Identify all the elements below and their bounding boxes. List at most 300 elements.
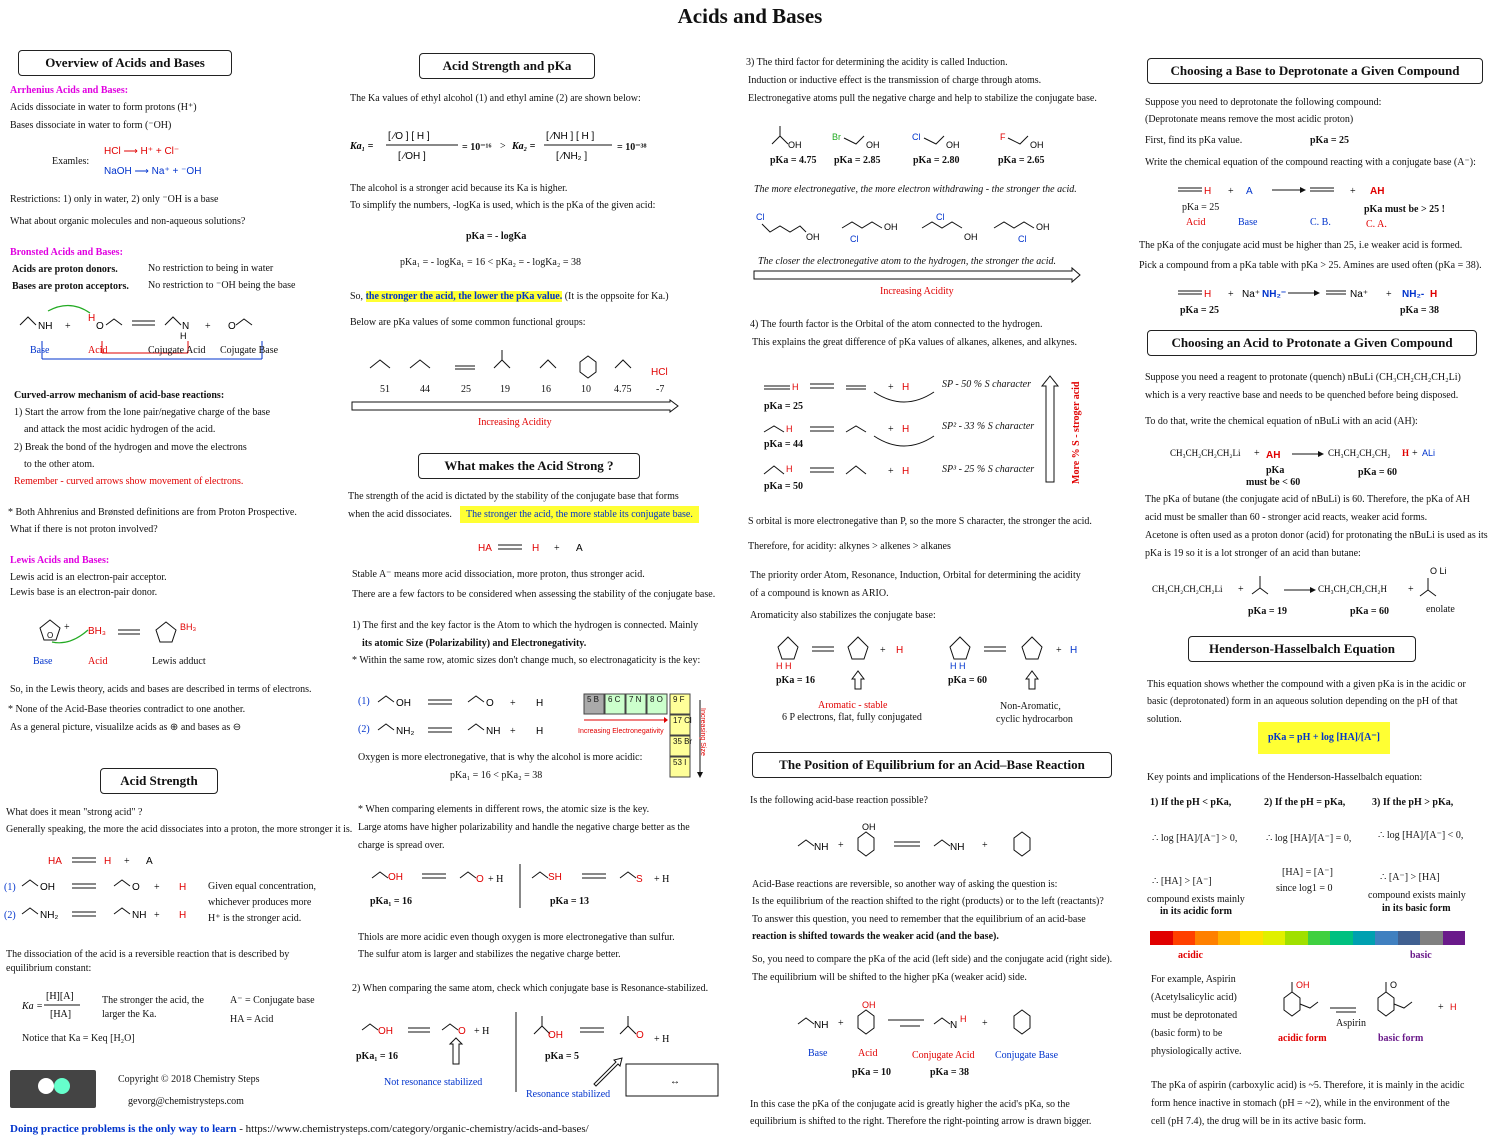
- svg-text:+: +: [982, 1018, 988, 1029]
- acetone-pka-19: pKa = 19: [1248, 606, 1288, 617]
- induction-pka-3: pKa = 2.80: [913, 155, 960, 166]
- svg-text:OH: OH: [806, 232, 820, 242]
- strength-dictated: The strength of the acid is dictated by the stability of the conjugate base that forms: [348, 491, 679, 502]
- aspirin-acidic-form: acidic form: [1278, 1033, 1327, 1044]
- svg-text:H H: H H: [776, 661, 792, 671]
- aspirin-2: (Acetylsalicylic acid): [1151, 992, 1237, 1003]
- bronsted-bases: Bases are proton acceptors.: [12, 281, 129, 292]
- oxygen-note: Oxygen is more electronegative, that is why the alcohol is more acidic:: [358, 752, 643, 763]
- svg-text:+ H: + H: [654, 1034, 670, 1045]
- find-pka-value: pKa = 25: [1310, 135, 1350, 146]
- orbital-pka-25: pKa = 25: [764, 401, 804, 412]
- svg-text:+: +: [838, 1018, 844, 1029]
- ph-scale-segment: [1330, 931, 1353, 945]
- oxygen-pka-compare: pKa₁ = 16 < pKa₂ = 38: [450, 770, 543, 781]
- factor-4a: 4) The fourth factor is the Orbital of the atom connected to the hydrogen.: [750, 319, 1043, 330]
- svg-text:ALi: ALi: [1422, 448, 1436, 458]
- protonate-reason: which is a very reactive base and needs to be quenched before being disposed.: [1145, 390, 1459, 401]
- svg-text:H: H: [792, 382, 799, 392]
- svg-text:↔: ↔: [670, 1076, 680, 1087]
- key-2-ratio: [HA] = [A⁻]: [1282, 867, 1333, 878]
- ph-scale-segment: [1443, 931, 1466, 945]
- svg-text:H H: H H: [950, 661, 966, 671]
- svg-text:H: H: [88, 313, 96, 324]
- svg-text:BH₃: BH₃: [180, 622, 197, 632]
- curved-step-2: 2) Break the bond of the hydrogen and move the electrons: [14, 442, 247, 453]
- so-pre: So,: [350, 291, 366, 302]
- acetone-pka-note: pKa is 19 so it is a lot stronger of an acid than butane:: [1145, 548, 1361, 559]
- butane-pka-note: The pKa of butane (the conjugate acid of nBuLi) is 60. Therefore, the pKa of AH: [1145, 494, 1470, 505]
- curved-arrow-heading: Curved-arrow mechanism of acid-base reactions:: [14, 390, 225, 401]
- svg-text:+: +: [1254, 448, 1260, 459]
- section-choosing-acid: Choosing an Acid to Protonate a Given Compound: [1147, 330, 1477, 356]
- enolate-label: enolate: [1426, 604, 1455, 615]
- svg-text:Ka₂ =: Ka₂ =: [512, 141, 536, 152]
- svg-text:H: H: [179, 910, 187, 921]
- svg-text:O: O: [636, 1030, 644, 1041]
- svg-text:O: O: [96, 321, 104, 332]
- key-3-desc: compound exists mainly: [1368, 890, 1466, 901]
- arrhenius-heading: Arrhenius Acids and Bases:: [10, 85, 129, 96]
- ka-note-1: The stronger the acid, the: [102, 995, 204, 1006]
- svg-text:+: +: [1228, 289, 1234, 300]
- svg-text:OH: OH: [866, 140, 880, 150]
- key-3-desc-2: in its basic form: [1382, 903, 1451, 914]
- ph-scale-segment: [1353, 931, 1376, 945]
- svg-text:[ ⁄OH ]: [ ⁄OH ]: [398, 151, 426, 162]
- cb-ca-label: C. A.: [1366, 219, 1387, 230]
- acidic-scale-label: acidic: [1178, 950, 1203, 961]
- equilibrium-reaction-2: [794, 998, 1054, 1044]
- amide-pka-25: pKa = 25: [1180, 305, 1220, 316]
- key-points: Key points and implications of the Henderson-Hasselbalch equation:: [1147, 772, 1423, 783]
- section-choosing-base: Choosing a Base to Deprotonate a Given Compound: [1147, 58, 1483, 84]
- svg-text:[ ⁄NH ] [ H ]: [ ⁄NH ] [ H ]: [546, 131, 595, 142]
- ca-pka-label: pKa: [1266, 465, 1285, 476]
- svg-text:(2): (2): [4, 910, 16, 921]
- svg-text:H: H: [902, 424, 910, 435]
- aromatic-pka-60: pKa = 60: [948, 675, 988, 686]
- lewis-heading: Lewis Acids and Bases:: [10, 555, 110, 566]
- ka-acid: HA = Acid: [230, 1014, 274, 1025]
- svg-text:+: +: [154, 910, 160, 921]
- aromaticity-reactions: [774, 633, 1094, 693]
- svg-text:+: +: [982, 840, 988, 851]
- svg-text:O: O: [132, 882, 140, 893]
- aspirin-pka-3: cell (pH 7.4), the drug will be in its active basic form.: [1151, 1116, 1366, 1127]
- svg-text:OH: OH: [388, 872, 403, 883]
- svg-text:H: H: [902, 466, 910, 477]
- pka-19: 19: [500, 384, 510, 395]
- pka-definition: pKa = - logKa: [466, 231, 527, 242]
- aspirin-1: For example, Aspirin: [1151, 974, 1236, 985]
- svg-text:(1): (1): [4, 882, 16, 893]
- smaller-than-60: acid must be smaller than 60 - stronger acid reacts, weaker acid forms.: [1145, 512, 1428, 523]
- svg-text:HA: HA: [478, 543, 492, 554]
- svg-text:+: +: [205, 321, 211, 332]
- svg-text:[ ⁄NH₂ ]: [ ⁄NH₂ ]: [556, 151, 588, 162]
- ph-scale-segment: [1375, 931, 1398, 945]
- ario-1: The priority order Atom, Resonance, Induction, Orbital for determining the acidity: [750, 570, 1081, 581]
- induction-pka-1: pKa = 4.75: [770, 155, 817, 166]
- svg-text:+ H: + H: [654, 874, 670, 885]
- find-pka: First, find its pKa value.: [1145, 135, 1243, 146]
- acidity-order: Therefore, for acidity: alkynes > alkenes > alkanes: [748, 541, 951, 552]
- svg-text:[H][A]: [H][A]: [46, 991, 74, 1002]
- svg-text:Br: Br: [832, 132, 841, 142]
- svg-text:+: +: [1350, 186, 1356, 197]
- svg-text:+: +: [64, 622, 70, 633]
- svg-text:H: H: [786, 464, 793, 474]
- so-statement: [350, 288, 669, 305]
- ka2-value: = 10⁻³⁸: [617, 142, 647, 153]
- given-conc-1: Given equal concentration,: [208, 881, 317, 892]
- footer-url[interactable]: - https://www.chemistrysteps.com/category/organic-chemistry/acids-and-bases/: [236, 1123, 589, 1135]
- induction-increasing: Increasing Acidity: [880, 286, 954, 297]
- svg-text:+: +: [838, 840, 844, 851]
- notice-keq: Notice that Ka = Keq [H₂O]: [22, 1033, 135, 1044]
- aspirin-3: must be deprotonated: [1151, 1010, 1238, 1021]
- svg-text:Ka₁ =: Ka₁ =: [350, 141, 374, 152]
- hcl-label: HCl: [651, 367, 668, 378]
- svg-text:CH₃CH₂CH₂CH₂H: CH₃CH₂CH₂CH₂H: [1318, 584, 1388, 594]
- example-hcl: HCl ⟶ H⁺ + Cl⁻: [104, 146, 180, 157]
- chloro-chain-structures: [754, 206, 1064, 246]
- svg-text:Cl: Cl: [1018, 234, 1027, 244]
- pt-br: 35 Br: [673, 737, 693, 746]
- visualize-note: As a general picture, visualilze acids as ⊕ and bases as ⊖: [10, 722, 242, 733]
- svg-text:H: H: [180, 331, 187, 341]
- ka-expression: [20, 985, 100, 1025]
- equilibrium-text-2: Is the equilibrium of the reaction shifted to the right (products) or to the left (reactants)?: [752, 896, 1104, 907]
- lewis-summary: So, in the Lewis theory, acids and bases are described in terms of electrons.: [10, 684, 312, 695]
- ph-color-scale: [1150, 931, 1465, 945]
- key-3-log: ∴ log [HA]/[A⁻] < 0,: [1378, 830, 1464, 841]
- examples-label: Examles:: [52, 156, 90, 167]
- key-3: 3) If the pH > pKa,: [1372, 797, 1454, 808]
- svg-text:+: +: [154, 882, 160, 893]
- svg-text:+: +: [1412, 448, 1418, 459]
- key-3-ratio: ∴ [A⁻] > [HA]: [1380, 872, 1440, 883]
- alcohol-amine-reactions: [358, 690, 578, 740]
- theories-note: * None of the Acid-Base theories contradict to one another.: [8, 704, 246, 715]
- svg-text:NH: NH: [950, 842, 965, 853]
- remember-note: Remember - curved arrows show movement of electrons.: [14, 476, 244, 487]
- orbital-sp: SP - 50 % S character: [942, 379, 1031, 390]
- svg-text:Ka =: Ka =: [22, 1001, 43, 1012]
- bronsted-note-1: No restriction to being in water: [148, 263, 274, 274]
- induction-note: The more electronegative, the more electron withdrawing - the stronger the acid.: [754, 184, 1077, 195]
- resonance-label: Resonance stabilized: [526, 1089, 611, 1100]
- ph-scale-segment: [1240, 931, 1263, 945]
- basic-scale-label: basic: [1410, 950, 1432, 961]
- svg-text:+: +: [65, 321, 71, 332]
- ph-scale-segment: [1195, 931, 1218, 945]
- hh-intro-1: This equation shows whether the compound with a given pKa is in the acidic or: [1147, 679, 1466, 690]
- deprotonate-def: (Deprotonate means remove the most acidic proton): [1145, 114, 1354, 125]
- lewis-acid-def: Lewis acid is an electron-pair acceptor.: [10, 572, 167, 583]
- svg-text:A: A: [1246, 186, 1253, 197]
- equilibrium-text-6: The equilibrium will be shifted to the higher pKa (weaker acid) side.: [752, 972, 1027, 983]
- curved-step-1: 1) Start the arrow from the lone pair/negative charge of the base: [14, 407, 271, 418]
- pt-cl: 17 Cl: [673, 716, 692, 725]
- svg-text:OH: OH: [1030, 140, 1044, 150]
- svg-text:N: N: [182, 321, 190, 332]
- equilibrium-text-1: Acid-Base reactions are reversible, so another way of asking the question is:: [752, 879, 1058, 890]
- svg-text:+: +: [1408, 584, 1414, 595]
- svg-text:+: +: [1238, 584, 1244, 595]
- aromatic-stable: Aromatic - stable: [818, 700, 888, 711]
- pka-comparison: pKa₁ = - logKa₁ = 16 < pKa₂ = - logKa₂ = 38: [400, 257, 582, 268]
- svg-text:H: H: [1402, 448, 1410, 458]
- ka-conjugate-base: A⁻ = Conjugate base: [230, 995, 315, 1006]
- svg-text:NH: NH: [814, 842, 829, 853]
- pka-5-res: pKa = 5: [545, 1051, 580, 1062]
- svg-text:NH₂: NH₂: [40, 910, 59, 921]
- bronsted-heading: Bronsted Acids and Bases:: [10, 247, 123, 258]
- arrhenius-line-2: Bases dissociate in water to form (⁻OH): [10, 120, 172, 131]
- stable-a-minus: Stable A⁻ means more acid dissociation, more proton, thus stronger acid.: [352, 569, 645, 580]
- svg-text:Na⁺: Na⁺: [1242, 289, 1261, 300]
- given-conc-2: whichever produces more: [208, 897, 312, 908]
- alcohol-stronger: The alcohol is a stronger acid because its Ka is higher.: [350, 183, 568, 194]
- section-acid-strength: Acid Strength: [100, 768, 218, 794]
- aspirin-5: physiologically active.: [1151, 1046, 1242, 1057]
- factor-4b: This explains the great difference of pKa values of alkanes, alkenes, and alkynes.: [752, 337, 1077, 348]
- svg-text:O: O: [458, 1026, 466, 1037]
- s-orbital-note: S orbital is more electronegative than P, so the more S character, the stronger the acid.: [748, 516, 1092, 527]
- write-equation: Write the chemical equation of the compound reacting with a conjugate base (A⁻):: [1145, 157, 1476, 168]
- ha-dissociation: [476, 537, 596, 557]
- equilibrium-reaction-1: [794, 820, 1054, 864]
- svg-text:+: +: [888, 382, 894, 393]
- label-conjugate-acid: Cojugate Acid: [148, 345, 206, 356]
- svg-text:OH: OH: [396, 698, 411, 709]
- label-base: Base: [30, 345, 50, 356]
- svg-text:H: H: [960, 1014, 967, 1024]
- svg-text:AH: AH: [1266, 450, 1281, 461]
- svg-text:H: H: [532, 543, 540, 554]
- increasing-size-label: Increasing Size: [699, 708, 706, 756]
- factor-3b: Induction or inductive effect is the transmission of charge through atoms.: [748, 75, 1042, 86]
- acetone-reaction: [1152, 560, 1452, 604]
- closer-note: The closer the electronegative atom to the hydrogen, the stronger the acid.: [758, 256, 1056, 267]
- equilibrium-conclusion-2: equilibrium is shifted to the right. Therefore the right-pointing arrow is drawn bigger.: [750, 1116, 1092, 1127]
- pka-25: 25: [461, 384, 471, 395]
- eq-pka-10: pKa = 10: [852, 1067, 892, 1078]
- svg-text:CH₃CH₂CH₂CH₂: CH₃CH₂CH₂CH₂: [1328, 448, 1391, 458]
- pt-c: 6 C: [608, 695, 621, 704]
- svg-text:H: H: [1204, 186, 1212, 197]
- svg-text:NH₂-: NH₂-: [1402, 289, 1425, 300]
- equilibrium-question: Is the following acid-base reaction possible?: [750, 795, 928, 806]
- lewis-base-label: Base: [33, 656, 53, 667]
- chemistry-steps-logo: [10, 1070, 96, 1108]
- increasing-acidity-label: Increasing Acidity: [478, 417, 552, 428]
- aspirin-structures: [1270, 978, 1470, 1028]
- svg-text:SH: SH: [548, 872, 562, 883]
- strong-acid-question: What does it mean "strong acid" ?: [6, 807, 143, 818]
- svg-text:O Li: O Li: [1430, 566, 1447, 576]
- key-1-ratio: ∴ [HA] > [A⁻]: [1152, 876, 1212, 887]
- svg-text:O: O: [228, 321, 236, 332]
- svg-text:OH: OH: [862, 822, 876, 832]
- induction-pka-4: pKa = 2.65: [998, 155, 1045, 166]
- svg-text:OH: OH: [964, 232, 978, 242]
- svg-text:H: H: [1204, 289, 1212, 300]
- more-s-label: More % S - stroger acid: [1071, 381, 1082, 484]
- svg-text:H: H: [536, 698, 544, 709]
- hh-equation: pKa = pH + log [HA]/[A⁻]: [1258, 722, 1390, 754]
- stable-conjugate-highlight: The stronger the acid, the more stable its conjugate base.: [460, 506, 699, 523]
- protonate-equation-note: To do that, write the chemical equation of nBuLi with an acid (AH):: [1145, 416, 1418, 427]
- hh-intro-2: basic (deprotonated) form in an aqueous solution depending on the pH of that: [1147, 696, 1458, 707]
- arrhenius-line-1: Acids dissociate in water to form protons (H⁺): [10, 102, 197, 113]
- svg-text:OH: OH: [884, 222, 898, 232]
- ph-scale-segment: [1263, 931, 1286, 945]
- ka-note-2: larger the Ka.: [102, 1009, 157, 1020]
- aspirin-name: Aspirin: [1336, 1018, 1366, 1029]
- ph-scale-segment: [1308, 931, 1331, 945]
- svg-text:N: N: [950, 1020, 958, 1031]
- curved-step-2b: to the other atom.: [24, 459, 95, 470]
- cb-acid-label: Acid: [1186, 217, 1206, 228]
- pka-neg7: -7: [656, 384, 665, 395]
- svg-text:Cl: Cl: [912, 132, 921, 142]
- pka-4-75: 4.75: [614, 384, 632, 395]
- svg-text:>: >: [500, 141, 506, 152]
- thiol-note-2: The sulfur atom is larger and stabilizes the negative charge better.: [358, 949, 621, 960]
- svg-text:+: +: [888, 466, 894, 477]
- svg-text:[HA]: [HA]: [50, 1009, 72, 1020]
- ph-scale-segment: [1150, 931, 1173, 945]
- svg-text:OH: OH: [946, 140, 960, 150]
- dissociation-text-2: equilibrium constant:: [6, 963, 92, 974]
- equilibrium-text-5: So, you need to compare the pKa of the acid (left side) and the conjugate acid (right side).: [752, 954, 1113, 965]
- aspirin-basic-form: basic form: [1378, 1033, 1424, 1044]
- equilibrium-text-3: To answer this question, you need to remember that the equilibrium of an acid-base: [752, 914, 1086, 925]
- when-dissociates: when the acid dissociates.: [348, 509, 452, 520]
- ca-must-be: must be < 60: [1246, 477, 1301, 488]
- orbital-sp3: SP³ - 25 % S character: [942, 464, 1035, 475]
- svg-text:OH: OH: [862, 1000, 876, 1010]
- aromatic-pka-16: pKa = 16: [776, 675, 816, 686]
- svg-text:O: O: [476, 874, 484, 885]
- svg-text:OH: OH: [378, 1026, 393, 1037]
- rows-note-2: Large atoms have higher polarizability and handle the negative charge better as the: [358, 822, 690, 833]
- svg-text:H: H: [1430, 289, 1438, 300]
- non-aromatic: Non-Aromatic,: [1000, 701, 1061, 712]
- aspirin-pka-2: form hence inactive in stomach (pH = ~2), while in the environment of the: [1151, 1098, 1450, 1109]
- rows-note-3: charge is spread over.: [358, 840, 445, 851]
- eq-label-conjugate-base: Conjugate Base: [995, 1050, 1059, 1061]
- increasing-en-label: Increasing Electronegativity: [578, 728, 664, 735]
- functional-group-structures: [360, 340, 680, 380]
- eq-pka-38: pKa = 38: [930, 1067, 970, 1078]
- ph-scale-segment: [1420, 931, 1443, 945]
- ph-scale-segment: [1218, 931, 1241, 945]
- svg-text:+: +: [1228, 186, 1234, 197]
- eq-label-base: Base: [808, 1048, 828, 1059]
- svg-text:+: +: [510, 726, 516, 737]
- label-conjugate-base: Cojugate Base: [220, 345, 279, 356]
- svg-text:[ ⁄O ] [ H ]: [ ⁄O ] [ H ]: [388, 131, 430, 142]
- svg-text:NH: NH: [486, 726, 501, 737]
- lewis-acid-label: Acid: [88, 656, 108, 667]
- below-pka: Below are pKa values of some common functional groups:: [350, 317, 586, 328]
- svg-text:H: H: [104, 856, 112, 867]
- strong-acid-definition: Generally speaking, the more the acid dissociates into a proton, the more stronger it is.: [6, 824, 353, 835]
- svg-text:H: H: [1450, 1002, 1457, 1012]
- orbital-sp2: SP² - 33 % S character: [942, 421, 1035, 432]
- hh-intro-3: solution.: [1147, 714, 1182, 725]
- label-acid: Acid: [88, 345, 108, 356]
- factor-1c: * Within the same row, atomic sizes don't change much, so electronagaticity is the key:: [352, 655, 701, 666]
- svg-text:Cl: Cl: [756, 212, 765, 222]
- svg-text:H: H: [896, 645, 904, 656]
- induction-structures: [768, 118, 1068, 150]
- nbuli-reaction: [1170, 440, 1440, 464]
- lewis-reaction-diagram: [30, 616, 210, 656]
- svg-text:O: O: [1390, 980, 1398, 990]
- given-conc-3: H⁺ is the stronger acid.: [208, 913, 302, 924]
- question-organic: What about organic molecules and non-aqueous solutions?: [10, 216, 246, 227]
- factor-3a: 3) The third factor for determining the acidity is called Induction.: [746, 57, 1008, 68]
- pka-16: 16: [541, 384, 551, 395]
- svg-text:+: +: [510, 698, 516, 709]
- section-overview: Overview of Acids and Bases: [18, 50, 232, 76]
- aspirin-4: (basic form) to be: [1151, 1028, 1223, 1039]
- section-strength-pka: Acid Strength and pKa: [419, 53, 595, 79]
- thiol-note-1: Thiols are more acidic even though oxygen is more electronegative than sulfur.: [358, 932, 675, 943]
- svg-text:NH: NH: [38, 321, 53, 332]
- dissociation-text: The dissociation of the acid is a reversible reaction that is described by: [6, 949, 290, 960]
- key-2: 2) If the pH = pKa,: [1264, 797, 1346, 808]
- svg-text:(1): (1): [358, 696, 370, 707]
- svg-text:+: +: [880, 645, 886, 656]
- pka-51: 51: [380, 384, 390, 395]
- thiol-reactions: [368, 864, 688, 914]
- induction-acidity-arrow: [754, 268, 1084, 282]
- factor-1b: its atomic Size (Polarizability) and Electronegativity.: [362, 638, 587, 649]
- svg-text:(2): (2): [358, 724, 370, 735]
- ario-2: of a compound is known as ARIO.: [750, 588, 889, 599]
- pka-10: 10: [581, 384, 591, 395]
- cb-cb-label: C. B.: [1310, 217, 1331, 228]
- pka-13-label: pKa = 13: [550, 896, 590, 907]
- equilibrium-text-4: reaction is shifted towards the weaker acid (and the base).: [752, 931, 999, 942]
- proton-question: What if there is not proton involved?: [10, 524, 158, 535]
- butane-pka-60: pKa = 60: [1350, 606, 1390, 617]
- copyright: Copyright © 2018 Chemistry Steps: [118, 1074, 260, 1085]
- ka-intro: The Ka values of ethyl alcohol (1) and ethyl amine (2) are shown below:: [350, 93, 641, 104]
- svg-text:BH₃: BH₃: [88, 626, 106, 637]
- simplify-pka: To simplify the numbers, -logKa is used, which is the pKa of the given acid:: [350, 200, 656, 211]
- induction-pka-2: pKa = 2.85: [834, 155, 881, 166]
- example-naoh: NaOH ⟶ Na⁺ + ⁻OH: [104, 166, 202, 177]
- lewis-base-def: Lewis base is an electron-pair donor.: [10, 587, 158, 598]
- orbital-pka-50: pKa = 50: [764, 481, 804, 492]
- email: gevorg@chemistrysteps.com: [128, 1096, 244, 1107]
- svg-text:O: O: [47, 631, 54, 640]
- aspirin-pka-1: The pKa of aspirin (carboxylic acid) is ~5. Therefore, it is mainly in the acidic: [1151, 1080, 1465, 1091]
- key-1-desc-2: in its acidic form: [1160, 906, 1232, 917]
- protonate-intro: Suppose you need a reagent to protonate (quench) nBuLi (CH₃CH₂CH₂CH₂Li): [1145, 372, 1461, 383]
- svg-text:OH: OH: [788, 140, 802, 150]
- svg-text:NH: NH: [132, 910, 147, 921]
- key-1-log: ∴ log [HA]/[A⁻] > 0,: [1152, 833, 1238, 844]
- svg-text:+: +: [888, 424, 894, 435]
